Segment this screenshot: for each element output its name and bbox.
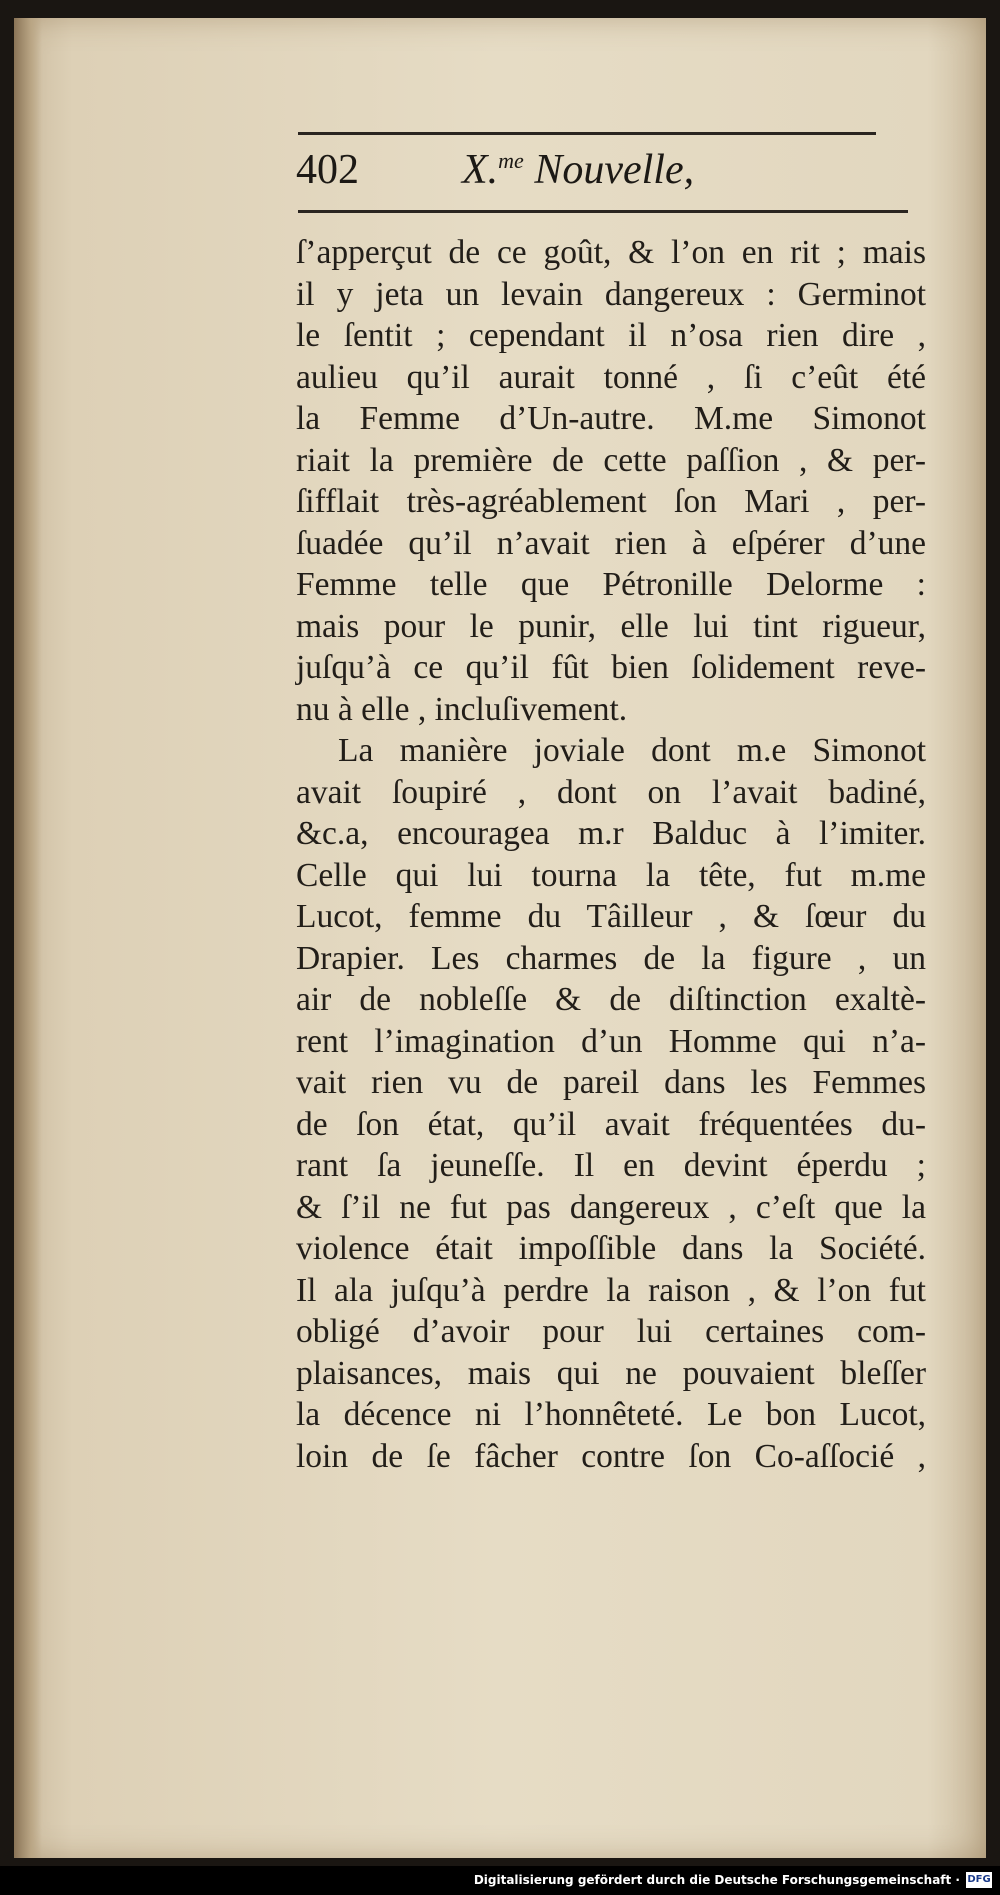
text-line: le ſentit ; cependant il n’osa rien dire , [296,317,926,354]
text-line: riait la première de cette paſſion , & per- [296,441,926,479]
running-title [462,146,694,194]
text-line: plaisances, mais qui ne pouvaient bleſſer [296,1354,926,1392]
text-line: avait ſoupiré , dont on l’avait badiné, [296,773,926,811]
text-line: ſifflait très-agréablement ſon Mari , per- [296,483,926,520]
text-line: loin de ſe fâcher contre ſon Co-aſſocié , [296,1437,926,1475]
text-line: la Femme d’Un-autre. M.me Simonot [296,400,926,437]
text-line: nu à elle , incluſivement. [296,690,628,728]
running-header [296,146,916,204]
text-line: ſ’apperçut de ce goût, & l’on en rit ; mais [296,234,926,271]
text-line: rant ſa jeuneſſe. Il en devint éperdu ; [296,1147,926,1184]
text-line: mais pour le punir, elle lui tint rigueur, [296,607,926,645]
body-text [296,232,926,1477]
text-line: violence était impoſſible dans la Société. [296,1230,926,1267]
text-line: vait rien vu de pareil dans les Femmes [296,1064,926,1101]
digitization-footer [0,1866,1000,1895]
text-line: La manière joviale dont m.e Simonot [338,732,926,769]
funding-credit: Digitalisierung gefördert durch die Deutsche Forschungsgemeinschaft · [473,1873,960,1887]
text-line: aulieu qu’il aurait tonné , ſi c’eût été [296,358,926,396]
text-line: & ſ’il ne fut pas dangereux , c’eſt que la [296,1188,926,1226]
text-line: Celle qui lui tourna la tête, fut m.me [296,856,926,894]
text-line: il y jeta un levain dangereux : Germinot [296,275,926,313]
text-line: la décence ni l’honnêteté. Le bon Lucot, [296,1396,926,1433]
text-line: Lucot, femme du Tâilleur , & ſœur du [296,898,926,935]
page-binding-shadow [14,18,42,1858]
dfg-logo-icon: DFG [966,1872,992,1888]
title-prefix: X. [462,147,499,193]
text-line: Drapier. Les charmes de la figure , un [296,939,926,977]
text-line: Femme telle que Pétronille Delorme : [296,566,926,603]
text-line: ſuadée qu’il n’avait rien à eſpérer d’une [296,524,926,562]
text-line: air de nobleſſe & de diſtinction exaltè- [296,981,926,1018]
header-rule-top [298,132,876,135]
page-number: 402 [296,147,359,193]
text-line: de ſon état, qu’il avait fréquentées du- [296,1105,926,1143]
header-rule-bottom [298,210,908,213]
text-line: obligé d’avoir pour lui certaines com- [296,1313,926,1350]
text-line: &c.a, encouragea m.r Balduc à l’imiter. [296,815,926,852]
title-superscript: me [498,148,524,173]
title-main: Nouvelle, [534,147,695,193]
text-line: Il ala juſqu’à perdre la raison , & l’on fut [296,1271,926,1309]
text-line: juſqu’à ce qu’il fût bien ſolidement reve- [296,649,926,686]
text-line: rent l’imagination d’un Homme qui n’a- [296,1022,926,1060]
